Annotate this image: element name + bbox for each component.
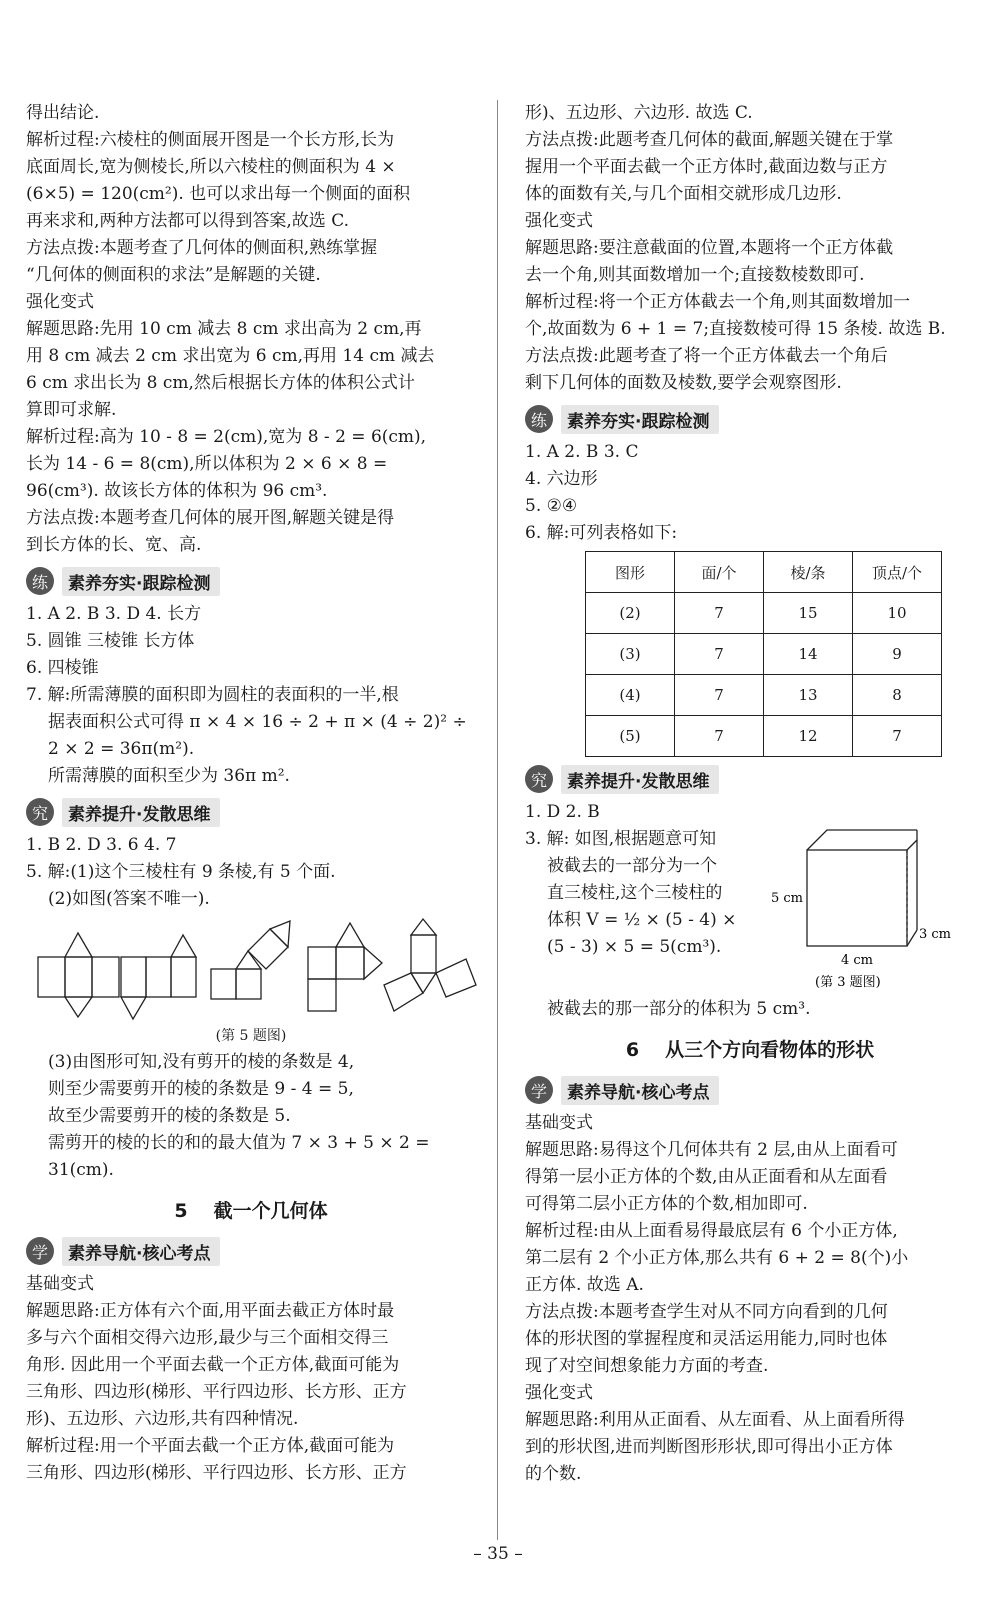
explore-badge-icon: 究: [26, 798, 54, 826]
text-line: 所需薄膜的面积至少为 36π m².: [48, 766, 290, 786]
section-header-learn: [26, 1235, 476, 1267]
table-cell: 10: [853, 593, 942, 634]
text-line: 直三棱柱,这个三棱柱的: [547, 883, 723, 903]
text-line: 3. 解: 如图,根据题意可知: [525, 829, 717, 849]
table-cell: (3): [586, 634, 675, 675]
text-line: 的个数.: [525, 1464, 582, 1484]
table-cell: 9: [853, 634, 942, 675]
text-line: 6. 解:可列表格如下:: [525, 523, 678, 543]
text-line: 方法点拨:本题考查学生对从不同方向看到的几何: [525, 1302, 888, 1322]
table-row: [586, 593, 942, 634]
text-line: 形)、五边形、六边形,共有四种情况.: [26, 1409, 299, 1429]
table-header: 棱/条: [764, 552, 853, 593]
text-line: 体的面数有关,与几个面相交就形成几边形.: [525, 184, 842, 204]
section-title: 素养导航·核心考点: [62, 1237, 220, 1266]
text-line: 强化变式: [525, 1383, 593, 1403]
text-line: 得出结论.: [26, 103, 100, 123]
text-line: 1. A 2. B 3. C: [525, 442, 639, 462]
section-header-explore: [525, 763, 975, 795]
table-header: 顶点/个: [853, 552, 942, 593]
table-cell: (5): [586, 716, 675, 757]
right-text-block-b: [525, 439, 975, 547]
text-line: 方法点拨:此题考查几何体的截面,解题关键在于掌: [525, 130, 894, 150]
text-line: 1. B 2. D 3. 6 4. 7: [26, 835, 177, 855]
right-text-block-a: [525, 100, 975, 397]
text-line: 5. 解:(1)这个三棱柱有 9 条棱,有 5 个面.: [26, 862, 336, 882]
section-title: 素养提升·发散思维: [62, 798, 220, 827]
text-line: 到长方体的长、宽、高.: [26, 535, 202, 555]
table-cell: 7: [675, 593, 764, 634]
table-cell: (4): [586, 675, 675, 716]
text-line: 强化变式: [26, 292, 94, 312]
table-header: 面/个: [675, 552, 764, 593]
table-cell: 14: [764, 634, 853, 675]
text-line: 个,故面数为 6 + 1 = 7;直接数棱可得 15 条棱. 故选 B.: [525, 319, 946, 339]
text-line: 形)、五边形、六边形. 故选 C.: [525, 103, 753, 123]
table-cell: 7: [675, 716, 764, 757]
learn-badge-icon: 学: [525, 1076, 553, 1104]
text-line: 用 8 cm 减去 2 cm 求出宽为 6 cm,再用 14 cm 减去: [26, 346, 435, 366]
text-line: 6 cm 求出长为 8 cm,然后根据长方体的体积公式计: [26, 373, 415, 393]
text-line: 5. ②④: [525, 496, 578, 516]
table-header: 图形: [586, 552, 675, 593]
text-line: 三角形、四边形(梯形、平行四边形、长方形、正方: [26, 1382, 407, 1402]
question-3-block: [525, 826, 975, 996]
text-line: 体积 V = ½ × (5 - 4) ×: [547, 910, 737, 930]
table-header-row: [586, 552, 942, 593]
table-cell: (2): [586, 593, 675, 634]
text-line: 据表面积公式可得 π × 4 × 16 ÷ 2 + π × (4 ÷ 2)² ÷: [48, 712, 467, 732]
section-header-practice: [525, 403, 975, 435]
chapter-title: 截一个几何体: [213, 1200, 328, 1222]
text-line: 底面周长,宽为侧棱长,所以六棱柱的侧面积为 4 ×: [26, 157, 396, 177]
text-line: 则至少需要剪开的棱的条数是 9 - 4 = 5,: [48, 1079, 354, 1099]
column-divider: [497, 100, 498, 1540]
section-header-practice: [26, 565, 476, 597]
text-line: 解析过程:将一个正方体截去一个角,则其面数增加一: [525, 292, 911, 312]
left-text-block-e: [26, 1271, 476, 1487]
left-text-block-b: [26, 601, 476, 790]
text-line: 到的形状图,进而判断图形形状,即可得出小正方体: [525, 1437, 893, 1457]
right-text-block-c: [525, 799, 975, 826]
section-title: 素养夯实·跟踪检测: [62, 567, 220, 596]
text-line: 96(cm³). 故该长方体的体积为 96 cm³.: [26, 481, 328, 501]
text-line: 解析过程:用一个平面去截一个正方体,截面可能为: [26, 1436, 395, 1456]
cuboid-depth-label: 3 cm: [919, 927, 952, 942]
prism-nets-figure: [26, 913, 476, 1023]
text-line: 正方体. 故选 A.: [525, 1275, 644, 1295]
text-line: 可得第二层小正方体的个数,相加即可.: [525, 1194, 808, 1214]
text-line: 基础变式: [525, 1113, 593, 1133]
explore-badge-icon: 究: [525, 765, 553, 793]
table-cell: 8: [853, 675, 942, 716]
text-line: 解题思路:利用从正面看、从左面看、从上面看所得: [525, 1410, 905, 1430]
right-column: [525, 100, 975, 1488]
text-line: 强化变式: [525, 211, 593, 231]
learn-badge-icon: 学: [26, 1237, 54, 1265]
text-line: 解析过程:高为 10 - 8 = 2(cm),宽为 8 - 2 = 6(cm),: [26, 427, 427, 447]
text-line: 方法点拨:本题考查几何体的展开图,解题关键是得: [26, 508, 395, 528]
section-header-learn: [525, 1074, 975, 1106]
text-line: 31(cm).: [48, 1160, 114, 1180]
text-line: 三角形、四边形(梯形、平行四边形、长方形、正方: [26, 1463, 407, 1483]
table-cell: 7: [675, 675, 764, 716]
text-line: 剩下几何体的面数及棱数,要学会观察图形.: [525, 373, 842, 393]
left-text-block-d: [26, 1049, 476, 1184]
section-header-explore: [26, 796, 476, 828]
left-text-block-a: [26, 100, 476, 559]
text-line: 解题思路:易得这个几何体共有 2 层,由从上面看可: [525, 1140, 898, 1160]
table-cell: 13: [764, 675, 853, 716]
text-line: 解题思路:先用 10 cm 减去 8 cm 求出高为 2 cm,再: [26, 319, 422, 339]
right-text-block-d: [525, 1110, 975, 1488]
text-line: 4. 六边形: [525, 469, 598, 489]
text-line: 第二层有 2 个小正方体,那么共有 6 + 2 = 8(个)小: [525, 1248, 909, 1268]
text-line: (3)由图形可知,没有剪开的棱的条数是 4,: [48, 1052, 355, 1072]
practice-badge-icon: 练: [525, 405, 553, 433]
left-column: [26, 100, 476, 1487]
text-line: 解题思路:正方体有六个面,用平面去截正方体时最: [26, 1301, 395, 1321]
text-line: 握用一个平面去截一个正方体时,截面边数与正方: [525, 157, 888, 177]
text-line: (5 - 3) × 5 = 5(cm³).: [547, 937, 722, 957]
table-cell: 12: [764, 716, 853, 757]
faces-edges-table: [585, 551, 942, 757]
text-line: “几何体的侧面积的求法”是解题的关键.: [26, 265, 321, 285]
text-line: (2)如图(答案不唯一).: [48, 889, 210, 909]
text-line: 5. 圆锥 三棱锥 长方体: [26, 631, 195, 651]
chapter-heading-5: [26, 1196, 476, 1223]
question-3-text: [525, 826, 775, 961]
text-line: 1. A 2. B 3. D 4. 长方: [26, 604, 202, 624]
table-row: [586, 634, 942, 675]
section-title: 素养夯实·跟踪检测: [561, 405, 719, 434]
figure-3-caption: (第 3 题图): [815, 975, 881, 990]
text-line: 基础变式: [26, 1274, 94, 1294]
practice-badge-icon: 练: [26, 567, 54, 595]
cuboid-figure: [771, 826, 975, 991]
text-line: 方法点拨:此题考查了将一个正方体截去一个角后: [525, 346, 888, 366]
text-line: 算即可求解.: [26, 400, 117, 420]
text-line: 多与六个面相交得六边形,最少与三个面相交得三: [26, 1328, 389, 1348]
text-line: 体的形状图的掌握程度和灵活运用能力,同时也体: [525, 1329, 888, 1349]
chapter-heading-6: [525, 1035, 975, 1062]
text-line: (6×5) = 120(cm²). 也可以求出每一个侧面的面积: [26, 184, 411, 204]
chapter-number: 5: [174, 1200, 188, 1222]
text-line: 解析过程:六棱柱的侧面展开图是一个长方形,长为: [26, 130, 395, 150]
cuboid-width-label: 4 cm: [841, 953, 874, 968]
table-cell: 15: [764, 593, 853, 634]
text-line: 现了对空间想象能力方面的考查.: [525, 1356, 769, 1376]
text-line: 解析过程:由从上面看易得最底层有 6 个小正方体,: [525, 1221, 898, 1241]
text-line: 被截去的一部分为一个: [547, 856, 717, 876]
text-line: 2 × 2 = 36π(m²).: [48, 739, 195, 759]
text-line: 7. 解:所需薄膜的面积即为圆柱的表面积的一半,根: [26, 685, 399, 705]
question-3-conclusion: 被截去的那一部分的体积为 5 cm³.: [547, 999, 811, 1019]
text-line: 1. D 2. B: [525, 802, 600, 822]
table-cell: 7: [675, 634, 764, 675]
text-line: 6. 四棱锥: [26, 658, 99, 678]
text-line: 方法点拨:本题考查了几何体的侧面积,熟练掌握: [26, 238, 378, 258]
text-line: 故至少需要剪开的棱的条数是 5.: [48, 1106, 291, 1126]
table-cell: 7: [853, 716, 942, 757]
section-title: 素养提升·发散思维: [561, 765, 719, 794]
chapter-number: 6: [625, 1039, 640, 1061]
text-line: 长为 14 - 6 = 8(cm),所以体积为 2 × 6 × 8 =: [26, 454, 388, 474]
text-line: 角形. 因此用一个平面去截一个正方体,截面可能为: [26, 1355, 400, 1375]
figure-5-caption: (第 5 题图): [215, 1028, 287, 1044]
table-row: [586, 716, 942, 757]
chapter-title: 从三个方向看物体的形状: [665, 1039, 875, 1061]
table-row: [586, 675, 942, 716]
text-line: 解题思路:要注意截面的位置,本题将一个正方体截: [525, 238, 894, 258]
text-line: 去一个角,则其面数增加一个;直接数棱数即可.: [525, 265, 865, 285]
section-title: 素养导航·核心考点: [561, 1076, 719, 1105]
text-line: 需剪开的棱的长的和的最大值为 7 × 3 + 5 × 2 =: [48, 1133, 430, 1153]
text-line: 得第一层小正方体的个数,由从正面看和从左面看: [525, 1167, 888, 1187]
text-line: 再来求和,两种方法都可以得到答案,故选 C.: [26, 211, 350, 231]
cuboid-height-label: 5 cm: [771, 891, 804, 906]
page-number: – 35 –: [473, 1544, 523, 1564]
figure-5-nets: [26, 913, 476, 1023]
left-text-block-c: [26, 832, 476, 913]
